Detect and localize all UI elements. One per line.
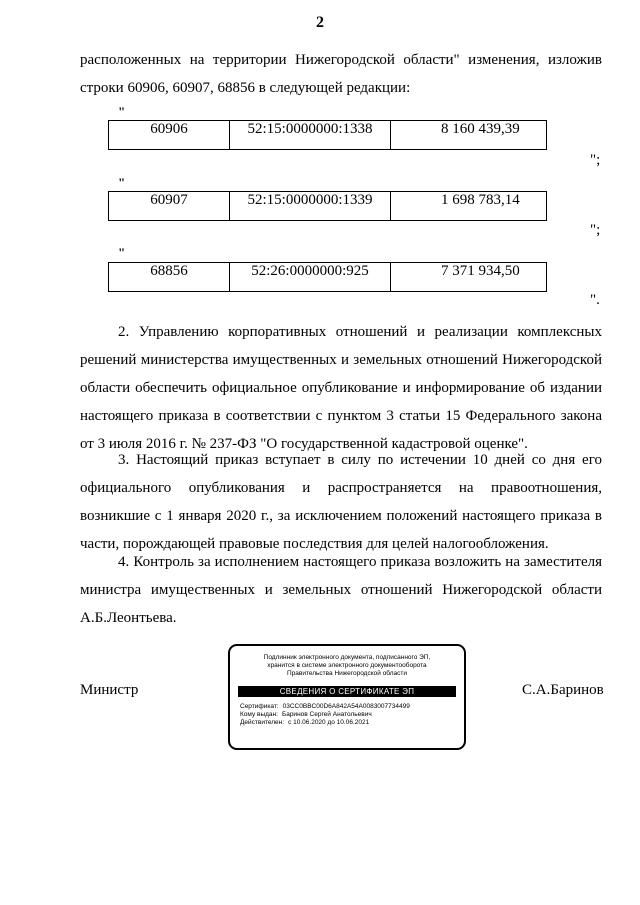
row-number: 68856 (109, 263, 230, 292)
stamp-valid-label: Действителен: (240, 719, 285, 726)
stamp-issued-row (240, 711, 454, 719)
page-number: 2 (316, 14, 324, 31)
row-table-2 (108, 191, 547, 221)
cadastral-number: 52:15:0000000:1339 (230, 192, 391, 221)
stamp-line-3: Правительства Нижегородской области (286, 670, 408, 677)
paragraph-3 (80, 446, 602, 558)
stamp-cert-value: 03CC0BBC00D6A842A54A0083007734499 (282, 703, 410, 710)
cadastral-value: 8 160 439,39 (391, 121, 547, 150)
signature-position: Министр (80, 682, 139, 698)
cadastral-number: 52:26:0000000:925 (230, 263, 391, 292)
paragraph-2-text: 2. Управлению корпоративных отношений и реализации комплексных решений министерства имущественных и земельных отношений Нижегородской области обеспечить официальное опубликование и информирование об издании настоящего приказа в соответствии с пунктом 3 статьи 15 Федерального закона от 3 июля 2016 г. № 237-ФЗ "О государственной кадастровой оценке". (80, 324, 602, 452)
stamp-cert-label: Сертификат: (240, 703, 279, 710)
cadastral-value: 7 371 934,50 (391, 263, 547, 292)
paragraph-2 (80, 318, 602, 458)
row-table-1 (108, 120, 547, 150)
quote-close-3: ". (590, 292, 600, 308)
stamp-certificate-bar: СВЕДЕНИЯ О СЕРТИФИКАТЕ ЭП (238, 686, 456, 697)
stamp-issued-value: Баринов Сергей Анатольевич (281, 711, 372, 718)
quote-close-1: "; (590, 152, 601, 168)
table-row (109, 263, 547, 292)
intro-text (80, 46, 602, 102)
stamp-line-2: хранится в системе электронного документооборота (267, 662, 427, 669)
stamp-header (230, 654, 464, 678)
row-number: 60907 (109, 192, 230, 221)
signature-name: С.А.Баринов (522, 682, 604, 698)
stamp-cert-row (240, 703, 454, 711)
table-row (109, 192, 547, 221)
electronic-signature-stamp (228, 644, 466, 750)
table-row (109, 121, 547, 150)
stamp-issued-label: Кому выдан: (240, 711, 278, 718)
quote-open-2: " (118, 175, 126, 190)
stamp-line-1: Подлинник электронного документа, подписанного ЭП, (263, 654, 431, 661)
cadastral-value: 1 698 783,14 (391, 192, 547, 221)
intro-line-1: расположенных на территории Нижегородской области" изменения, изложив (80, 52, 602, 68)
stamp-valid-value: с 10.06.2020 до 10.06.2021 (288, 719, 370, 726)
cadastral-number: 52:15:0000000:1338 (230, 121, 391, 150)
quote-close-2: "; (590, 222, 601, 238)
paragraph-4 (80, 548, 602, 632)
stamp-info (240, 703, 454, 727)
stamp-valid-row (240, 719, 454, 727)
row-table-3 (108, 262, 547, 292)
intro-line-2: строки 60906, 60907, 68856 в следующей редакции: (80, 80, 411, 96)
quote-open-3: " (118, 245, 126, 260)
quote-open-1: " (118, 104, 126, 119)
paragraph-4-text: 4. Контроль за исполнением настоящего приказа возложить на заместителя министра имущественных и земельных отношений Нижегородской области А.Б.Леонтьева. (80, 554, 602, 626)
paragraph-3-text: 3. Настоящий приказ вступает в силу по истечении 10 дней со дня его официального опубликования и распространяется на правоотношения, возникшие с 1 января 2020 г., за исключением положений настоящего приказа в части, порождающей правовые последствия для целей налогообложения. (80, 452, 602, 552)
row-number: 60906 (109, 121, 230, 150)
